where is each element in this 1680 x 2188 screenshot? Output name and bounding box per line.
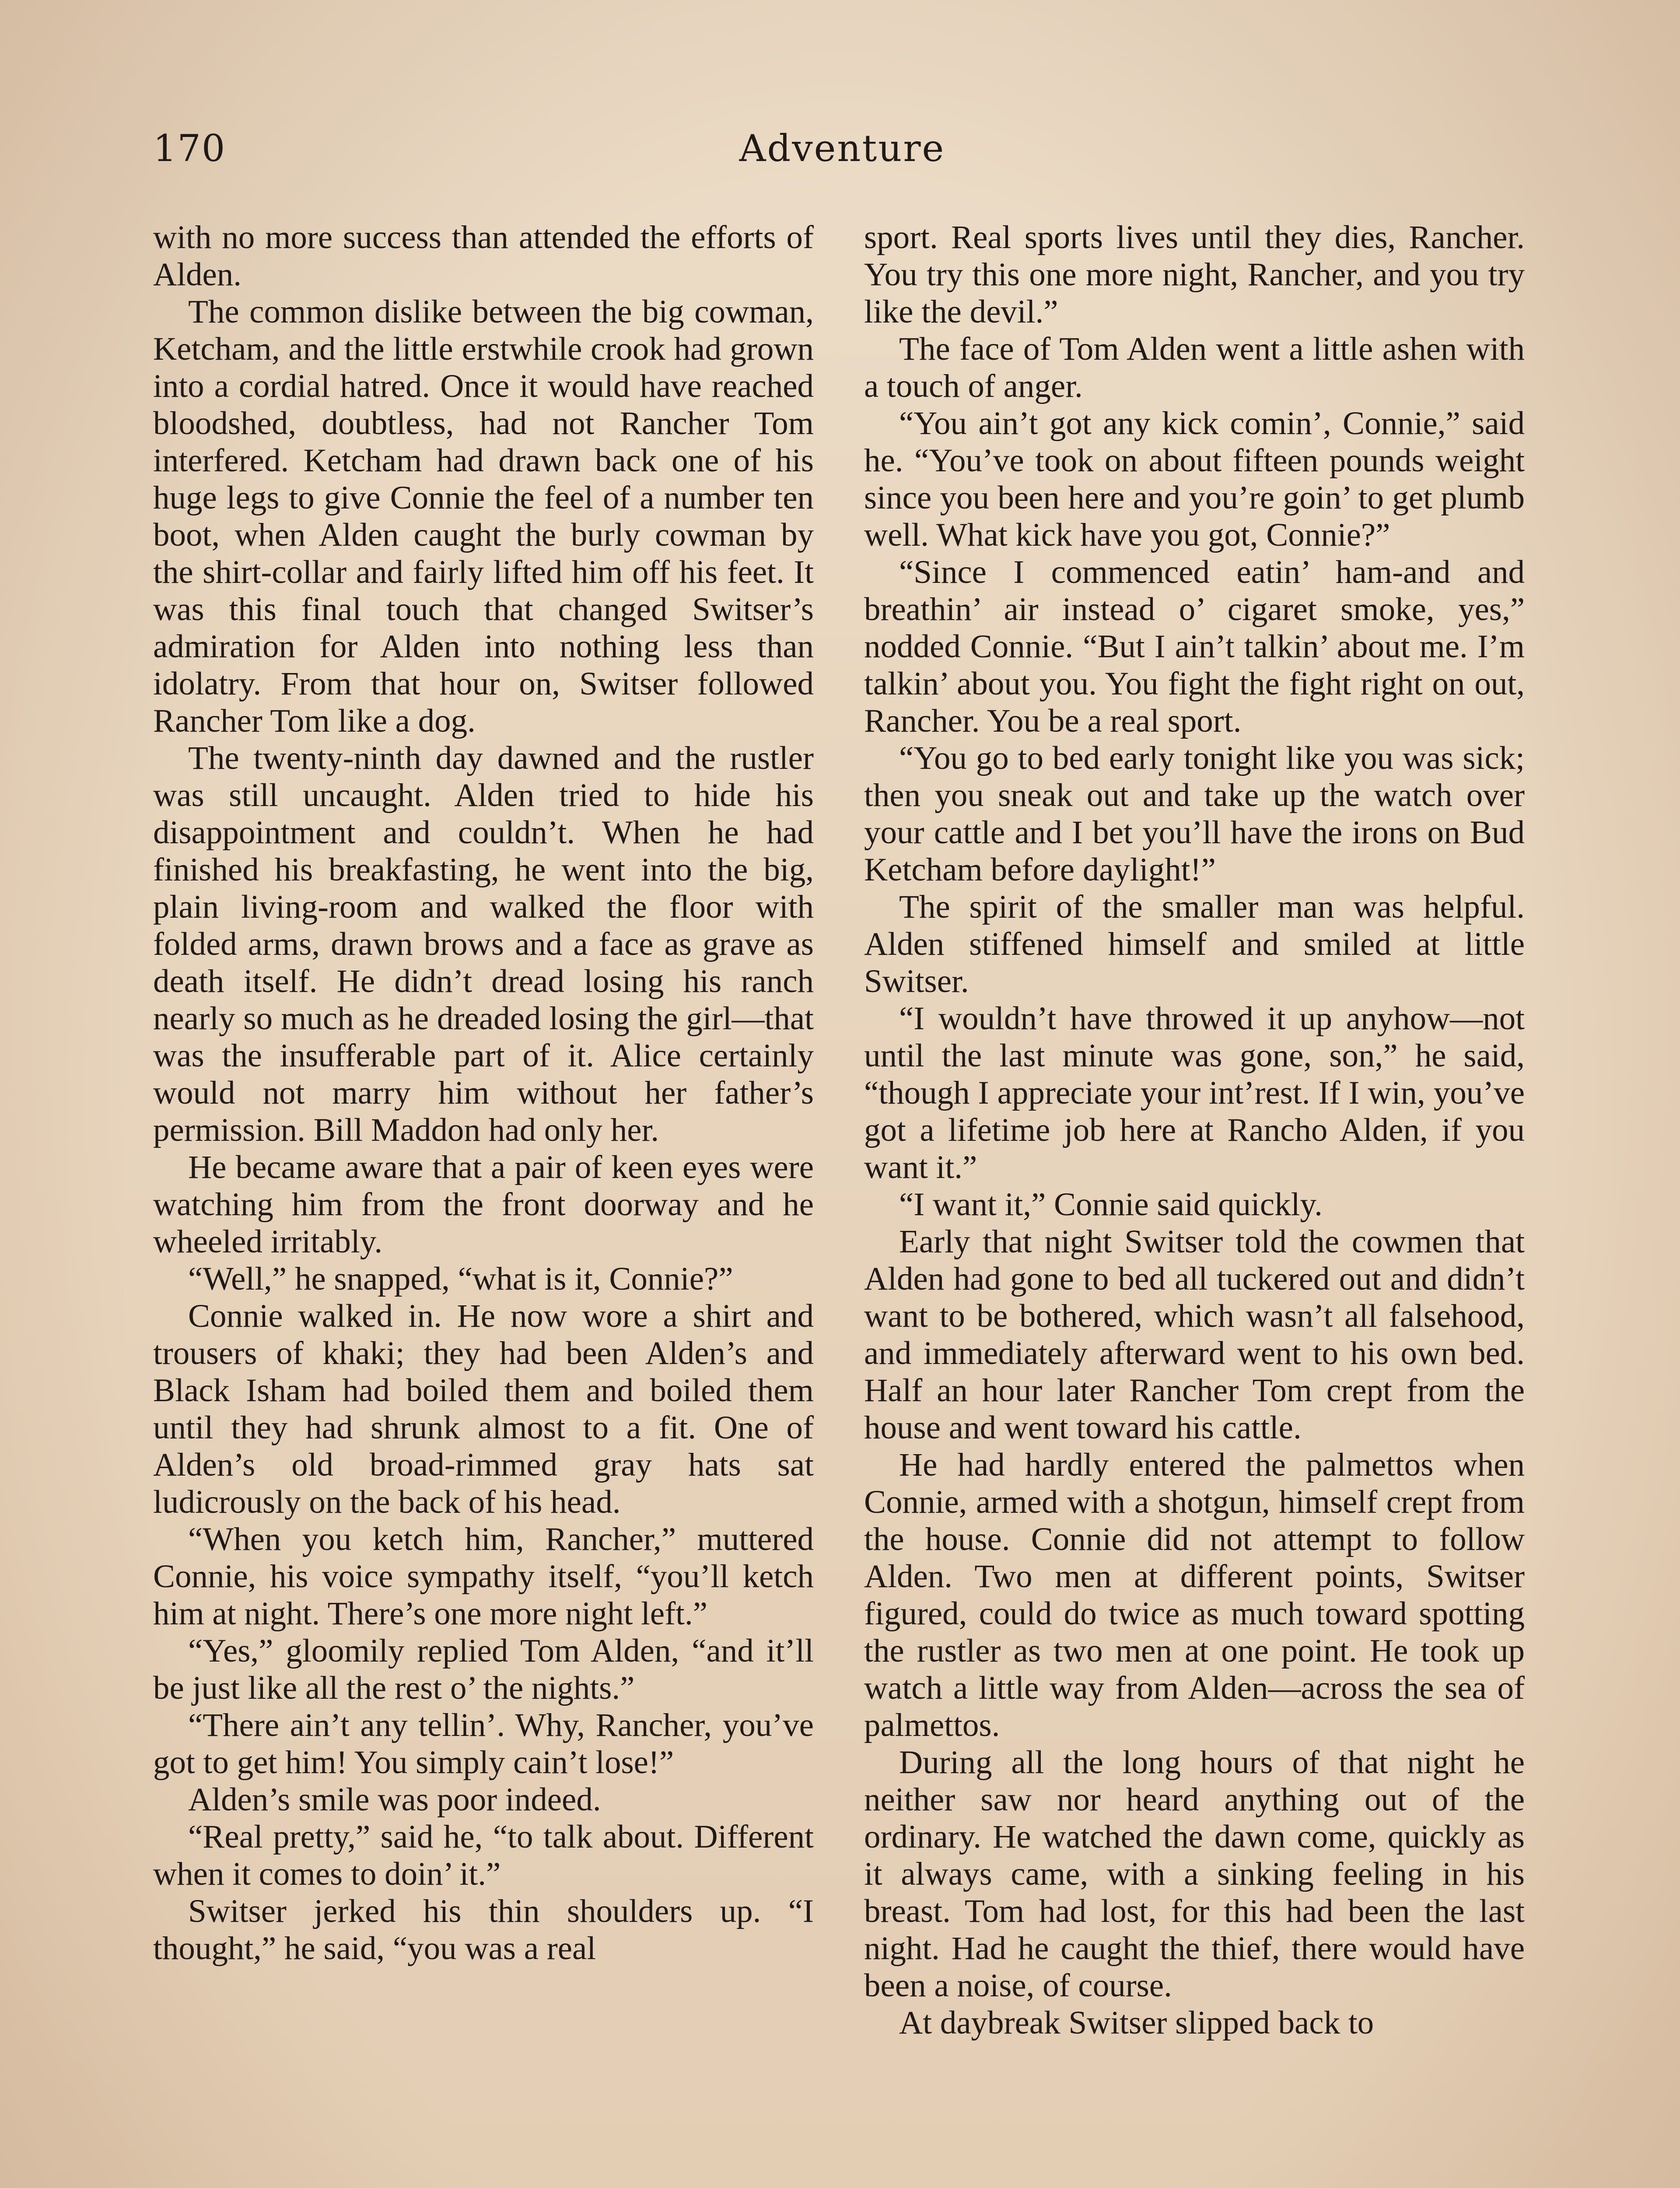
paragraph: “Since I commenced eatin’ ham-and and breathin’ air instead o’ cigaret smoke, yes,” nodded Connie. “But I ain’t talkin’ about me. I’m talkin’ about you. You fight the fight right on out, Rancher. You be a real sport.: [864, 554, 1525, 739]
paragraph: Switser jerked his thin shoulders up. “I thought,” he said, “you was a real: [153, 1893, 814, 1967]
paragraph: with no more success than attended the efforts of Alden.: [153, 219, 814, 293]
paragraph: He became aware that a pair of keen eyes were watching him from the front doorway and he wheeled irritably.: [153, 1149, 814, 1260]
paragraph: “Real pretty,” said he, “to talk about. Different when it comes to doin’ it.”: [153, 1819, 814, 1892]
left-column: [153, 219, 814, 1967]
paragraph: He had hardly entered the palmettos when Connie, armed with a shotgun, himself crept from the house. Connie did not attempt to follow Alden. Two men at different points, Switser figured, could do twice as much toward spotting the rustler as two men at one point. He took up watch a little way from Alden—across the sea of palmettos.: [864, 1447, 1525, 1743]
paragraph: “You ain’t got any kick comin’, Connie,” said he. “You’ve took on about fifteen pounds weight since you been here and you’re goin’ to get plumb well. What kick have you got, Connie?”: [864, 405, 1525, 553]
paragraph: “You go to bed early tonight like you was sick; then you sneak out and take up the watch over your cattle and I bet you’ll have the irons on Bud Ketcham before daylight!”: [864, 740, 1525, 888]
paragraph: “I wouldn’t have throwed it up anyhow—not until the last minute was gone, son,” he said, “though I appreciate your int’rest. If I win, you’ve got a lifetime job here at Rancho Alden, if you want it.”: [864, 1000, 1525, 1185]
right-column: [864, 219, 1525, 2041]
paragraph: Connie walked in. He now wore a shirt and trousers of khaki; they had been Alden’s and Black Isham had boiled them and boiled them until they had shrunk almost to a fit. One of Alden’s old broad-rimmed gray hats sat ludicrously on the back of his head.: [153, 1298, 814, 1520]
paragraph: The face of Tom Alden went a little ashen with a touch of anger.: [864, 331, 1525, 404]
running-head: Adventure: [739, 127, 945, 170]
paragraph: Alden’s smile was poor indeed.: [188, 1781, 601, 1818]
page-header: [153, 127, 1531, 188]
paragraph: The spirit of the smaller man was helpful. Alden stiffened himself and smiled at little Switser.: [864, 889, 1525, 999]
paragraph: During all the long hours of that night he neither saw nor heard anything out of the ordinary. He watched the dawn come, quickly as it always came, with a sinking feeling in his breast. Tom had lost, for this had been the last night. Had he caught the thief, there would have been a noise, of course.: [864, 1744, 1525, 2004]
paragraph: “There ain’t any tellin’. Why, Rancher, you’ve got to get him! You simply cain’t lose!”: [153, 1707, 814, 1781]
paragraph: “When you ketch him, Rancher,” muttered Connie, his voice sympathy itself, “you’ll ketch him at night. There’s one more night left.”: [153, 1521, 814, 1632]
paragraph: “Yes,” gloomily replied Tom Alden, “and it’ll be just like all the rest o’ the nights.”: [153, 1633, 814, 1706]
paragraph: “I want it,” Connie said quickly.: [899, 1186, 1323, 1223]
paragraph: The common dislike between the big cowman, Ketcham, and the little erstwhile crook had grown into a cordial hatred. Once it would have reached bloodshed, doubtless, had not Rancher Tom interfered. Ketcham had drawn back one of his huge legs to give Connie the feel of a number ten boot, when Alden caught the burly cowman by the shirt-collar and fairly lifted him off his feet. It was this final touch that changed Switser’s admiration for Alden into nothing less than idolatry. From that hour on, Switser followed Rancher Tom like a dog.: [153, 294, 814, 739]
paragraph: The twenty-ninth day dawned and the rustler was still uncaught. Alden tried to hide his disappointment and couldn’t. When he had finished his breakfasting, he went into the big, plain living-room and walked the floor with folded arms, drawn brows and a face as grave as death itself. He didn’t dread losing his ranch nearly so much as he dreaded losing the girl—that was the insufferable part of it. Alice certainly would not marry him without her father’s permission. Bill Maddon had only her.: [153, 740, 814, 1148]
paragraph: “Well,” he snapped, “what is it, Connie?”: [188, 1261, 733, 1297]
paragraph: At daybreak Switser slipped back to: [899, 2005, 1374, 2041]
page-number: 170: [153, 127, 226, 170]
paragraph: sport. Real sports lives until they dies, Rancher. You try this one more night, Rancher, and you try like the devil.”: [864, 219, 1525, 330]
paragraph: Early that night Switser told the cowmen that Alden had gone to bed all tuckered out and didn’t want to be bothered, which wasn’t all falsehood, and immediately afterward went to his own bed. Half an hour later Rancher Tom crept from the house and went toward his cattle.: [864, 1224, 1525, 1446]
